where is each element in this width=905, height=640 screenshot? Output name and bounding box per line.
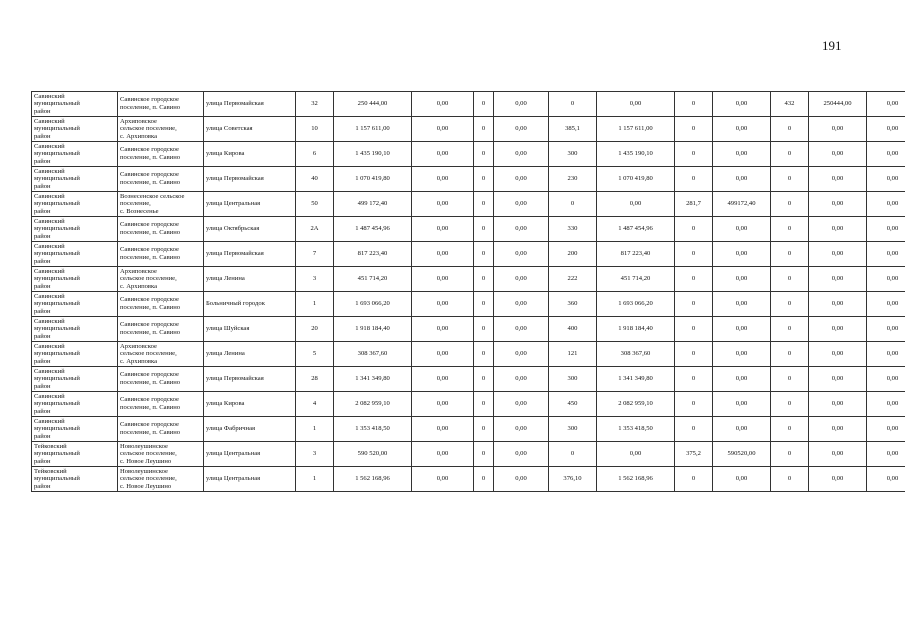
cell-col-15: 0,00 <box>867 92 905 117</box>
cell-settlement: Архиповское сельское поселение, с. Архиповка <box>118 342 204 367</box>
cell-area-3: 0 <box>771 292 809 317</box>
cell-area-3: 0 <box>771 192 809 217</box>
cell-col-8: 0,00 <box>494 117 549 142</box>
cell-col-15: 0,00 <box>867 417 905 442</box>
cell-cost-3: 250444,00 <box>809 92 867 117</box>
page-number: 191 <box>822 38 842 53</box>
table-row <box>32 317 905 342</box>
cell-house-number: 3 <box>296 442 334 467</box>
table-row <box>32 292 905 317</box>
cell-area: 0 <box>549 192 597 217</box>
cell-settlement: Савинское городское поселение, п. Савино <box>118 392 204 417</box>
cell-col-7: 0 <box>474 317 494 342</box>
cell-cost: 451 714,20 <box>597 267 675 292</box>
cell-district: Савинский муниципальный район <box>32 392 118 417</box>
cell-district: Савинский муниципальный район <box>32 417 118 442</box>
cell-area: 376,10 <box>549 467 597 492</box>
cell-house-number: 1 <box>296 467 334 492</box>
cell-col-15: 0,00 <box>867 267 905 292</box>
cell-col-6: 0,00 <box>412 417 474 442</box>
cell-cost: 0,00 <box>597 92 675 117</box>
cell-col-6: 0,00 <box>412 442 474 467</box>
cell-total-cost: 308 367,60 <box>334 342 412 367</box>
cell-cost-2: 0,00 <box>713 167 771 192</box>
cell-area: 200 <box>549 242 597 267</box>
cell-district: Савинский муниципальный район <box>32 292 118 317</box>
cell-col-8: 0,00 <box>494 167 549 192</box>
cell-cost-2: 0,00 <box>713 267 771 292</box>
cell-cost-2: 0,00 <box>713 217 771 242</box>
cell-house-number: 50 <box>296 192 334 217</box>
cell-area-2: 281,7 <box>675 192 713 217</box>
cell-cost-3: 0,00 <box>809 217 867 242</box>
cell-col-7: 0 <box>474 192 494 217</box>
cell-street: улица Первомайская <box>204 92 296 117</box>
cell-area: 0 <box>549 92 597 117</box>
cell-settlement: Савинское городское поселение, п. Савино <box>118 367 204 392</box>
cell-area-2: 0 <box>675 142 713 167</box>
cell-total-cost: 1 341 349,80 <box>334 367 412 392</box>
cell-col-6: 0,00 <box>412 367 474 392</box>
cell-total-cost: 499 172,40 <box>334 192 412 217</box>
cell-total-cost: 1 693 066,20 <box>334 292 412 317</box>
cell-col-15: 0,00 <box>867 367 905 392</box>
cell-settlement: Савинское городское поселение, п. Савино <box>118 217 204 242</box>
cell-area-2: 0 <box>675 92 713 117</box>
cell-total-cost: 1 157 611,00 <box>334 117 412 142</box>
cell-cost: 1 157 611,00 <box>597 117 675 142</box>
cell-col-8: 0,00 <box>494 392 549 417</box>
cell-col-15: 0,00 <box>867 217 905 242</box>
cell-cost-3: 0,00 <box>809 417 867 442</box>
cell-col-6: 0,00 <box>412 467 474 492</box>
cell-area-3: 0 <box>771 317 809 342</box>
cell-col-15: 0,00 <box>867 117 905 142</box>
cell-house-number: 40 <box>296 167 334 192</box>
cell-house-number: 20 <box>296 317 334 342</box>
cell-col-6: 0,00 <box>412 242 474 267</box>
cell-area: 400 <box>549 317 597 342</box>
cell-col-8: 0,00 <box>494 292 549 317</box>
cell-district: Савинский муниципальный район <box>32 192 118 217</box>
table-row <box>32 192 905 217</box>
cell-area-2: 0 <box>675 167 713 192</box>
cell-cost-3: 0,00 <box>809 317 867 342</box>
cell-street: улица Первомайская <box>204 242 296 267</box>
table-row <box>32 267 905 292</box>
cell-street: улица Первомайская <box>204 167 296 192</box>
cell-area-3: 0 <box>771 167 809 192</box>
cell-cost-2: 499172,40 <box>713 192 771 217</box>
cell-settlement: Савинское городское поселение, п. Савино <box>118 142 204 167</box>
cell-col-7: 0 <box>474 242 494 267</box>
cell-total-cost: 1 918 184,40 <box>334 317 412 342</box>
cell-area-2: 0 <box>675 342 713 367</box>
cell-district: Савинский муниципальный район <box>32 167 118 192</box>
cell-house-number: 5 <box>296 342 334 367</box>
cell-district: Савинский муниципальный район <box>32 242 118 267</box>
cell-cost-3: 0,00 <box>809 267 867 292</box>
cell-street: улица Фабричная <box>204 417 296 442</box>
cell-col-6: 0,00 <box>412 392 474 417</box>
cell-col-7: 0 <box>474 92 494 117</box>
cell-area: 230 <box>549 167 597 192</box>
table-row <box>32 417 905 442</box>
cell-area: 222 <box>549 267 597 292</box>
cell-house-number: 4 <box>296 392 334 417</box>
cell-col-6: 0,00 <box>412 92 474 117</box>
cell-col-6: 0,00 <box>412 317 474 342</box>
cell-cost-3: 0,00 <box>809 167 867 192</box>
cell-col-6: 0,00 <box>412 192 474 217</box>
cell-settlement: Савинское городское поселение, п. Савино <box>118 292 204 317</box>
cell-settlement: Новолеушинское сельское поселение, с. Новое Леушино <box>118 467 204 492</box>
cell-total-cost: 2 082 959,10 <box>334 392 412 417</box>
cell-district: Савинский муниципальный район <box>32 367 118 392</box>
cell-district: Савинский муниципальный район <box>32 267 118 292</box>
cell-col-15: 0,00 <box>867 317 905 342</box>
cell-cost: 1 435 190,10 <box>597 142 675 167</box>
cell-col-8: 0,00 <box>494 317 549 342</box>
cell-street: улица Советская <box>204 117 296 142</box>
cell-col-6: 0,00 <box>412 167 474 192</box>
cell-total-cost: 250 444,00 <box>334 92 412 117</box>
cell-cost-2: 0,00 <box>713 392 771 417</box>
cell-col-7: 0 <box>474 267 494 292</box>
table-row <box>32 92 905 117</box>
cell-cost: 0,00 <box>597 192 675 217</box>
cell-cost-2: 0,00 <box>713 242 771 267</box>
cell-area: 300 <box>549 417 597 442</box>
cell-house-number: 6 <box>296 142 334 167</box>
cell-col-8: 0,00 <box>494 467 549 492</box>
cell-col-8: 0,00 <box>494 92 549 117</box>
cell-cost: 1 341 349,80 <box>597 367 675 392</box>
cell-street: улица Шуйская <box>204 317 296 342</box>
cell-col-6: 0,00 <box>412 117 474 142</box>
cell-cost: 1 562 168,96 <box>597 467 675 492</box>
cell-district: Савинский муниципальный район <box>32 217 118 242</box>
cell-district: Савинский муниципальный район <box>32 92 118 117</box>
cell-col-7: 0 <box>474 417 494 442</box>
cell-district: Тейковский муниципальный район <box>32 442 118 467</box>
cell-cost-2: 0,00 <box>713 467 771 492</box>
cell-district: Савинский муниципальный район <box>32 117 118 142</box>
cell-area-3: 0 <box>771 267 809 292</box>
cell-cost: 1 070 419,80 <box>597 167 675 192</box>
cell-area-3: 0 <box>771 367 809 392</box>
cell-total-cost: 451 714,20 <box>334 267 412 292</box>
cell-cost: 308 367,60 <box>597 342 675 367</box>
cell-settlement: Архиповское сельское поселение, с. Архиповка <box>118 117 204 142</box>
cell-col-7: 0 <box>474 117 494 142</box>
cell-district: Савинский муниципальный район <box>32 142 118 167</box>
cell-area-3: 0 <box>771 242 809 267</box>
cell-district: Тейковский муниципальный район <box>32 467 118 492</box>
cell-cost-2: 0,00 <box>713 142 771 167</box>
cell-area-3: 0 <box>771 117 809 142</box>
cell-area-3: 0 <box>771 217 809 242</box>
table-row <box>32 367 905 392</box>
cell-cost: 817 223,40 <box>597 242 675 267</box>
cell-house-number: 1 <box>296 292 334 317</box>
cell-cost-3: 0,00 <box>809 192 867 217</box>
cell-col-8: 0,00 <box>494 442 549 467</box>
cell-area: 0 <box>549 442 597 467</box>
cell-area-2: 375,2 <box>675 442 713 467</box>
cell-cost-2: 0,00 <box>713 367 771 392</box>
cell-area: 360 <box>549 292 597 317</box>
cell-street: улица Октябрьская <box>204 217 296 242</box>
cell-total-cost: 1 487 454,96 <box>334 217 412 242</box>
cell-col-8: 0,00 <box>494 267 549 292</box>
cell-cost-3: 0,00 <box>809 242 867 267</box>
cell-total-cost: 1 435 190,10 <box>334 142 412 167</box>
cell-street: улица Центральная <box>204 192 296 217</box>
cell-area-2: 0 <box>675 392 713 417</box>
cell-cost-2: 0,00 <box>713 317 771 342</box>
cell-settlement: Савинское городское поселение, п. Савино <box>118 317 204 342</box>
cell-cost: 1 918 184,40 <box>597 317 675 342</box>
cell-col-8: 0,00 <box>494 417 549 442</box>
cell-col-6: 0,00 <box>412 142 474 167</box>
cell-area-2: 0 <box>675 317 713 342</box>
cell-col-8: 0,00 <box>494 367 549 392</box>
cell-cost-3: 0,00 <box>809 117 867 142</box>
cell-total-cost: 1 353 418,50 <box>334 417 412 442</box>
cell-total-cost: 590 520,00 <box>334 442 412 467</box>
table-row <box>32 167 905 192</box>
cell-total-cost: 1 562 168,96 <box>334 467 412 492</box>
cell-street: улица Кирова <box>204 392 296 417</box>
cell-street: улица Ленина <box>204 267 296 292</box>
cell-settlement: Савинское городское поселение, п. Савино <box>118 242 204 267</box>
cell-col-7: 0 <box>474 342 494 367</box>
cell-area-2: 0 <box>675 217 713 242</box>
cell-area-3: 432 <box>771 92 809 117</box>
cell-settlement: Савинское городское поселение, п. Савино <box>118 92 204 117</box>
cell-house-number: 1 <box>296 417 334 442</box>
cell-col-7: 0 <box>474 292 494 317</box>
cell-col-15: 0,00 <box>867 392 905 417</box>
cell-area-2: 0 <box>675 242 713 267</box>
cell-area-2: 0 <box>675 467 713 492</box>
cell-district: Савинский муниципальный район <box>32 342 118 367</box>
cell-area: 385,1 <box>549 117 597 142</box>
cell-col-15: 0,00 <box>867 192 905 217</box>
table-row <box>32 142 905 167</box>
cell-col-6: 0,00 <box>412 292 474 317</box>
cell-settlement: Архиповское сельское поселение, с. Архиповка <box>118 267 204 292</box>
cell-settlement: Вознесенское сельское поселение, с. Вознесенье <box>118 192 204 217</box>
cell-area-2: 0 <box>675 267 713 292</box>
cell-street: Больничный городок <box>204 292 296 317</box>
cell-area-3: 0 <box>771 392 809 417</box>
cell-district: Савинский муниципальный район <box>32 317 118 342</box>
cell-col-15: 0,00 <box>867 342 905 367</box>
cell-area: 300 <box>549 367 597 392</box>
cell-cost-3: 0,00 <box>809 442 867 467</box>
cell-area-3: 0 <box>771 342 809 367</box>
cell-house-number: 32 <box>296 92 334 117</box>
cell-col-15: 0,00 <box>867 467 905 492</box>
cell-col-7: 0 <box>474 217 494 242</box>
cell-area-2: 0 <box>675 117 713 142</box>
cell-cost-2: 0,00 <box>713 292 771 317</box>
cell-cost-2: 0,00 <box>713 117 771 142</box>
cell-cost: 1 487 454,96 <box>597 217 675 242</box>
cell-street: улица Центральная <box>204 442 296 467</box>
cell-cost: 1 353 418,50 <box>597 417 675 442</box>
table-body <box>32 92 905 492</box>
cell-cost-3: 0,00 <box>809 367 867 392</box>
cell-area-3: 0 <box>771 142 809 167</box>
cell-area: 450 <box>549 392 597 417</box>
cell-area: 300 <box>549 142 597 167</box>
cell-house-number: 3 <box>296 267 334 292</box>
cell-col-7: 0 <box>474 167 494 192</box>
cell-col-6: 0,00 <box>412 267 474 292</box>
table-row <box>32 342 905 367</box>
cell-col-7: 0 <box>474 142 494 167</box>
cell-cost-3: 0,00 <box>809 142 867 167</box>
cell-cost-2: 0,00 <box>713 92 771 117</box>
cell-col-8: 0,00 <box>494 217 549 242</box>
cell-cost-2: 0,00 <box>713 342 771 367</box>
cell-col-7: 0 <box>474 392 494 417</box>
cell-area: 330 <box>549 217 597 242</box>
cell-settlement: Новолеушинское сельское поселение, с. Новое Леушино <box>118 442 204 467</box>
cell-cost: 2 082 959,10 <box>597 392 675 417</box>
cell-total-cost: 1 070 419,80 <box>334 167 412 192</box>
cell-street: улица Первомайская <box>204 367 296 392</box>
cell-house-number: 28 <box>296 367 334 392</box>
cell-area-3: 0 <box>771 442 809 467</box>
cell-total-cost: 817 223,40 <box>334 242 412 267</box>
cell-cost: 0,00 <box>597 442 675 467</box>
cell-area-2: 0 <box>675 417 713 442</box>
cell-cost: 1 693 066,20 <box>597 292 675 317</box>
cell-area-2: 0 <box>675 292 713 317</box>
cell-cost-3: 0,00 <box>809 392 867 417</box>
table-row <box>32 467 905 492</box>
cell-area: 121 <box>549 342 597 367</box>
cell-col-15: 0,00 <box>867 167 905 192</box>
cell-col-8: 0,00 <box>494 192 549 217</box>
cell-col-15: 0,00 <box>867 292 905 317</box>
cell-area-3: 0 <box>771 417 809 442</box>
cell-cost-2: 0,00 <box>713 417 771 442</box>
cell-house-number: 2А <box>296 217 334 242</box>
cell-house-number: 7 <box>296 242 334 267</box>
table-row <box>32 242 905 267</box>
cell-col-7: 0 <box>474 467 494 492</box>
cell-col-15: 0,00 <box>867 142 905 167</box>
cell-settlement: Савинское городское поселение, п. Савино <box>118 167 204 192</box>
cell-street: улица Ленина <box>204 342 296 367</box>
cell-cost-3: 0,00 <box>809 342 867 367</box>
table-row <box>32 442 905 467</box>
cell-street: улица Центральная <box>204 467 296 492</box>
cell-cost-3: 0,00 <box>809 292 867 317</box>
cell-col-15: 0,00 <box>867 242 905 267</box>
cell-col-8: 0,00 <box>494 342 549 367</box>
housing-repair-table <box>31 91 905 492</box>
table-row <box>32 392 905 417</box>
cell-area-3: 0 <box>771 467 809 492</box>
cell-col-8: 0,00 <box>494 142 549 167</box>
cell-cost-3: 0,00 <box>809 467 867 492</box>
cell-area-2: 0 <box>675 367 713 392</box>
cell-settlement: Савинское городское поселение, п. Савино <box>118 417 204 442</box>
cell-street: улица Кирова <box>204 142 296 167</box>
cell-col-15: 0,00 <box>867 442 905 467</box>
table-row <box>32 117 905 142</box>
cell-col-8: 0,00 <box>494 242 549 267</box>
cell-col-7: 0 <box>474 367 494 392</box>
cell-cost-2: 590520,00 <box>713 442 771 467</box>
cell-col-6: 0,00 <box>412 342 474 367</box>
cell-col-7: 0 <box>474 442 494 467</box>
table-row <box>32 217 905 242</box>
cell-col-6: 0,00 <box>412 217 474 242</box>
cell-house-number: 10 <box>296 117 334 142</box>
